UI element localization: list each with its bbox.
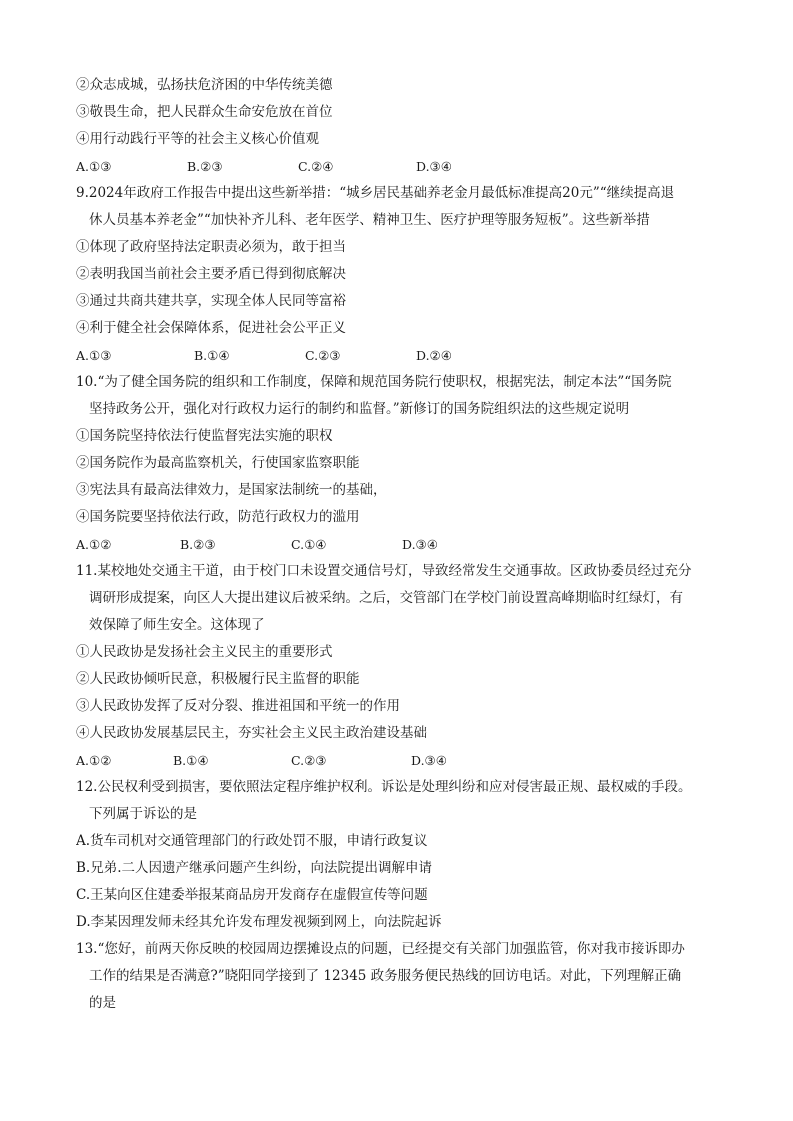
- q8-option-a: A.①③: [76, 159, 112, 174]
- q8-item-2: ②众志成城，弘扬扶危济困的中华传统美德: [76, 77, 333, 93]
- q12-choice-d: D.李某因理发师未经其允许发布理发视频到网上，向法院起诉: [76, 914, 442, 930]
- q9-item-1: ①体现了政府坚持法定职责必须为，敢于担当: [76, 239, 346, 255]
- q10-stem-1: 10.“为了健全国务院的组织和工作制度，保障和规范国务院行使职权，根据宪法，制定本法”“国务院: [76, 374, 672, 390]
- q10-item-3: ③宪法具有最高法律效力，是国家法制统一的基础，: [76, 482, 387, 498]
- q13-stem-1: 13.“您好，前两天你反映的校园周边摆摊设点的问题，已经提交有关部门加强监管，你对我市接诉即办: [76, 941, 685, 957]
- q11-item-3: ③人民政协发挥了反对分裂、推进祖国和平统一的作用: [76, 698, 400, 714]
- q10-option-a: A.①②: [76, 537, 112, 552]
- q11-item-1: ①人民政协是发扬社会主义民主的重要形式: [76, 644, 333, 660]
- q8-option-d: D.③④: [416, 159, 452, 174]
- q11-option-a: A.①②: [76, 753, 112, 768]
- q11-stem-1: 11.某校地处交通主干道，由于校门口未设置交通信号灯，导致经常发生交通事故。区政协委员经过充分: [76, 563, 692, 579]
- q13-stem-2: 工作的结果是否满意?”晓阳同学接到了 12345 政务服务便民热线的回访电话。对此，下列理解正确: [89, 968, 682, 984]
- q9-item-4: ④利于健全社会保障体系，促进社会公平正义: [76, 320, 346, 336]
- q10-options: [76, 531, 726, 558]
- q10-option-c: C.①④: [291, 537, 327, 552]
- q11-option-b: B.①④: [173, 753, 209, 768]
- q10-item-2: ②国务院作为最高监察机关，行使国家监察职能: [76, 455, 360, 471]
- q12-choice-a: A.货车司机对交通管理部门的行政处罚不服，申请行政复议: [76, 833, 428, 849]
- q9-stem-1: 9.2024年政府工作报告中提出这些新举措：“城乡居民基础养老金月最低标准提高20元”“继续提高退: [76, 185, 675, 201]
- q12-stem-1: 12.公民权利受到损害，要依照法定程序维护权利。诉讼是处理纠纷和应对侵害最正规、最权威的手段。: [76, 779, 692, 795]
- q11-stem-2: 调研形成提案，向区人大提出建议后被采纳。之后，交管部门在学校门前设置高峰期临时红绿灯，有: [89, 590, 683, 606]
- exam-page: [76, 72, 726, 1017]
- q8-option-c: C.②④: [298, 159, 334, 174]
- q8-options: [76, 153, 726, 180]
- q12-stem-2: 下列属于诉讼的是: [89, 806, 197, 822]
- q11-stem-3: 效保障了师生安全。这体现了: [89, 617, 265, 633]
- q12-choice-c: C.王某向区住建委举报某商品房开发商存在虚假宣传等问题: [76, 887, 428, 903]
- q9-item-2: ②表明我国当前社会主要矛盾已得到彻底解决: [76, 266, 346, 282]
- q9-option-d: D.②④: [416, 348, 452, 363]
- q8-item-4: ④用行动践行平等的社会主义核心价值观: [76, 131, 319, 147]
- q11-option-d: D.③④: [411, 753, 447, 768]
- q9-stem-2: 休人员基本养老金”“加快补齐儿科、老年医学、精神卫生、医疗护理等服务短板”。这些新举措: [89, 212, 650, 228]
- q11-option-c: C.②③: [291, 753, 327, 768]
- q10-stem-2: 坚持政务公开，强化对行政权力运行的制约和监督。”新修订的国务院组织法的这些规定说明: [89, 401, 630, 417]
- q10-option-d: D.③④: [402, 537, 438, 552]
- q10-item-4: ④国务院要坚持依法行政，防范行政权力的滥用: [76, 509, 360, 525]
- q13-stem-3: 的是: [89, 995, 116, 1011]
- q8-item-3: ③敬畏生命，把人民群众生命安危放在首位: [76, 104, 333, 120]
- q10-item-1: ①国务院坚持依法行使监督宪法实施的职权: [76, 428, 333, 444]
- q9-option-a: A.①③: [76, 348, 112, 363]
- q11-item-2: ②人民政协倾听民意，积极履行民主监督的职能: [76, 671, 360, 687]
- q10-option-b: B.②③: [180, 537, 216, 552]
- q12-choice-b: B.兄弟.二人因遗产继承问题产生纠纷，向法院提出调解申请: [76, 860, 433, 876]
- q9-option-b: B.①④: [194, 348, 230, 363]
- q9-item-3: ③通过共商共建共享，实现全体人民同等富裕: [76, 293, 346, 309]
- q9-option-c: C.②③: [305, 348, 341, 363]
- q8-option-b: B.②③: [187, 159, 223, 174]
- q9-options: [76, 342, 726, 369]
- q11-item-4: ④人民政协发展基层民主，夯实社会主义民主政治建设基础: [76, 725, 427, 741]
- q11-options: [76, 747, 726, 774]
